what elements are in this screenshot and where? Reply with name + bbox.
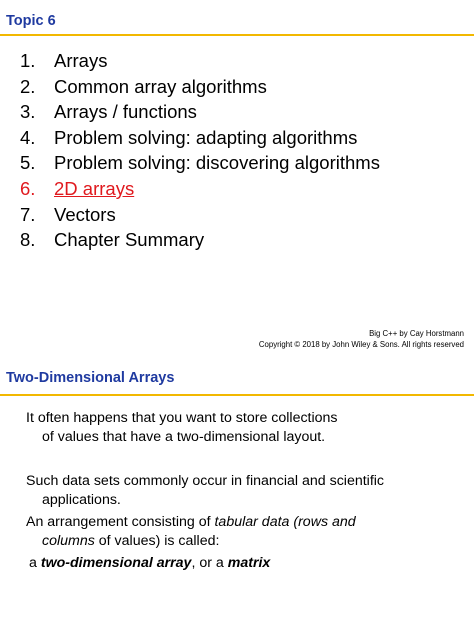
- paragraph-line: of values that have a two-dimensional layout.: [42, 429, 326, 445]
- topic-item: [20, 150, 380, 176]
- topic-item: [20, 48, 380, 74]
- title-underline: [0, 34, 474, 36]
- footer-copyright: Copyright © 2018 by John Wiley & Sons. All rights reserved: [258, 340, 464, 349]
- text-run-italic: tabular data (rows and: [214, 514, 356, 530]
- topic-list: [20, 48, 380, 253]
- paragraph-arrangement: [26, 513, 466, 551]
- topic-number: 6.: [20, 177, 36, 199]
- topic-number: 2.: [20, 75, 36, 97]
- topic-label: Chapter Summary: [54, 229, 205, 251]
- text-run-italic: columns: [42, 533, 95, 549]
- topic-number: 8.: [20, 229, 36, 251]
- text-run: of values) is called:: [94, 533, 220, 549]
- topic-label: Common array algorithms: [54, 75, 267, 97]
- topic-number: 5.: [20, 152, 36, 174]
- topic-number: 4.: [20, 126, 36, 148]
- topic-label: Arrays / functions: [54, 101, 197, 123]
- paragraph-intro: [26, 409, 466, 447]
- topic-link-2d-arrays[interactable]: 2D arrays: [54, 177, 135, 199]
- term-two-dimensional-array: two-dimensional array: [40, 555, 192, 571]
- topic-item: [20, 227, 380, 253]
- paragraph-line: applications.: [42, 492, 121, 508]
- slide-title: Topic 6: [6, 13, 56, 29]
- paragraph-datasets: [26, 472, 466, 510]
- topic-number: 7.: [20, 203, 36, 225]
- topic-item: [20, 125, 380, 151]
- footer-author: Big C++ by Cay Horstmann: [369, 329, 464, 338]
- paragraph-definition: [29, 554, 469, 573]
- topic-item-current[interactable]: [20, 176, 380, 202]
- copyright-footer: [259, 328, 464, 350]
- term-matrix: matrix: [227, 555, 271, 571]
- topic-item: [20, 74, 380, 100]
- text-run: , or a: [191, 555, 228, 571]
- topic-label: Vectors: [54, 203, 116, 225]
- topic-number: 1.: [20, 50, 36, 71]
- topic-label: Arrays: [54, 50, 108, 71]
- topic-label: Problem solving: adapting algorithms: [54, 126, 358, 148]
- text-run: An arrangement consisting of: [26, 514, 215, 530]
- title-underline: [0, 394, 474, 396]
- topic-item: [20, 202, 380, 228]
- paragraph-line: Such data sets commonly occur in financial and scientific: [26, 473, 385, 489]
- slide-title-2d-arrays: Two-Dimensional Arrays: [6, 370, 175, 386]
- text-run: a: [29, 555, 41, 571]
- paragraph-line: It often happens that you want to store collections: [26, 410, 338, 426]
- topic-number: 3.: [20, 101, 36, 123]
- topic-item: [20, 99, 380, 125]
- topic-label: Problem solving: discovering algorithms: [54, 152, 380, 174]
